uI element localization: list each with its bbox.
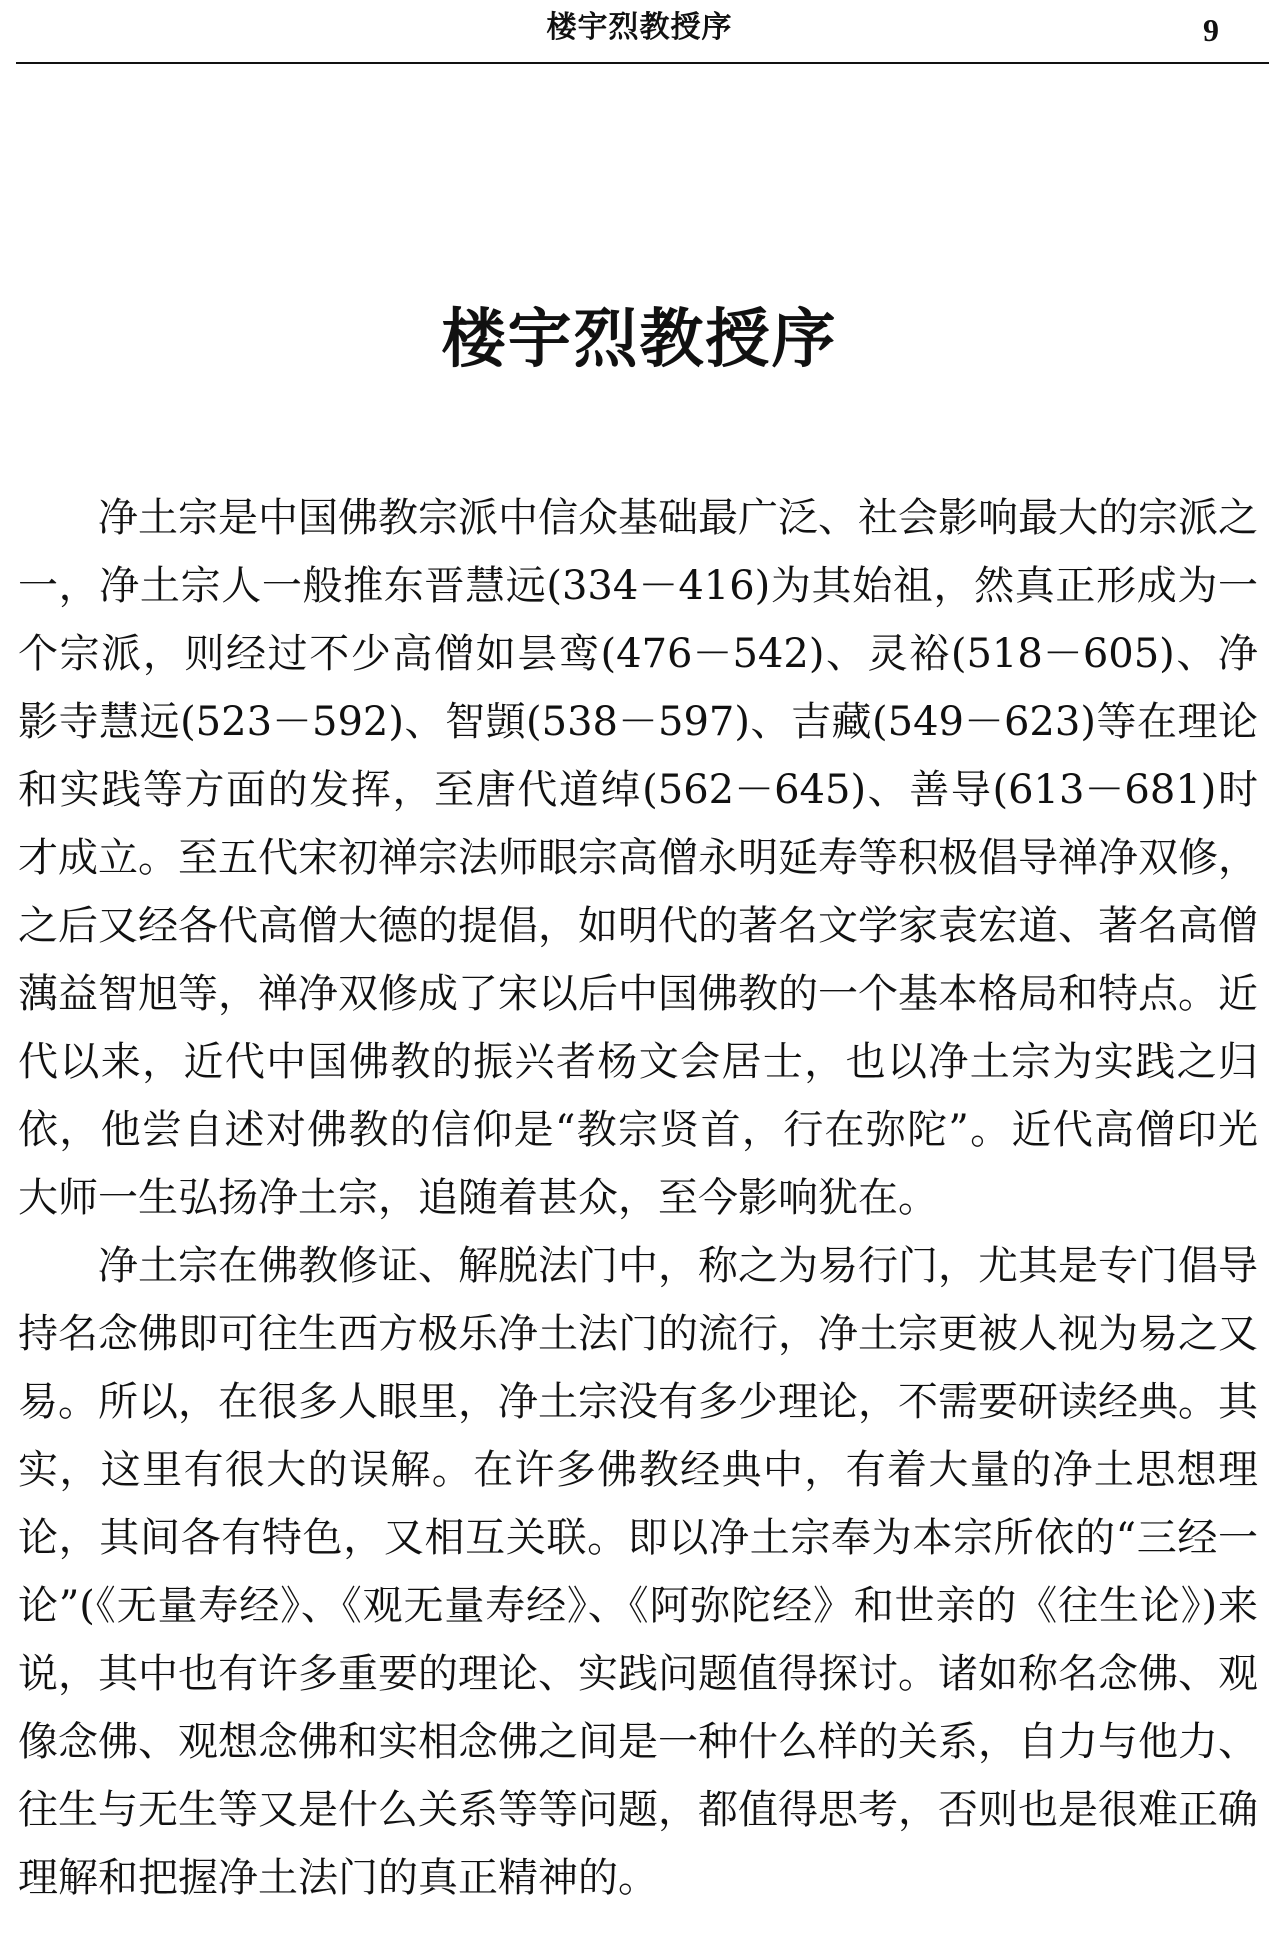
header-rule: [16, 62, 1269, 64]
chapter-title: 楼宇烈教授序: [441, 302, 838, 377]
running-header: [0, 0, 1279, 66]
paragraph: 净土宗在佛教修证、解脱法门中，称之为易行门，尤其是专门倡导持名念佛即可往生西方极乐净土法门的流行，净土宗更被人视为易之又易。所以，在很多人眼里，净土宗没有多少理论，不需要研读经典。其实，这里有很大的误解。在许多佛教经典中，有着大量的净土思想理论，其间各有特色，又相互关联。即以净土宗奉为本宗所依的“三经一论”(《无量寿经》、《观无量寿经》、《阿弥陀经》和世亲的《往生论》)来说，其中也有许多重要的理论、实践问题值得探讨。诸如称名念佛、观像念佛、观想念佛和实相念佛之间是一种什么样的关系，自力与他力、往生与无生等又是什么关系等等问题，都值得思考，否则也是很难正确理解和把握净土法门的真正精神的。: [18, 1243, 1258, 1901]
paragraph: 净土宗是中国佛教宗派中信众基础最广泛、社会影响最大的宗派之一，净土宗人一般推东晋慧远(334－416)为其始祖，然真正形成为一个宗派，则经过不少高僧如昙鸾(476－542)、灵裕(518－605)、净影寺慧远(523－592)、智顗(538－597)、吉藏(549－623)等在理论和实践等方面的发挥，至唐代道绰(562－645)、善导(613－681)时才成立。至五代宋初禅宗法师眼宗高僧永明延寿等积极倡导禅净双修，之后又经各代高僧大德的提倡，如明代的著名文学家袁宏道、著名高僧蕅益智旭等，禅净双修成了宋以后中国佛教的一个基本格局和特点。近代以来，近代中国佛教的振兴者杨文会居士，也以净土宗为实践之归依，他尝自述对佛教的信仰是“教宗贤首，行在弥陀”。近代高僧印光大师一生弘扬净土宗，追随着甚众，至今影响犹在。: [18, 495, 1258, 1221]
page-number: 9: [1203, 12, 1219, 48]
body-text: [18, 484, 1258, 1912]
running-title: 楼宇烈教授序: [546, 10, 733, 45]
